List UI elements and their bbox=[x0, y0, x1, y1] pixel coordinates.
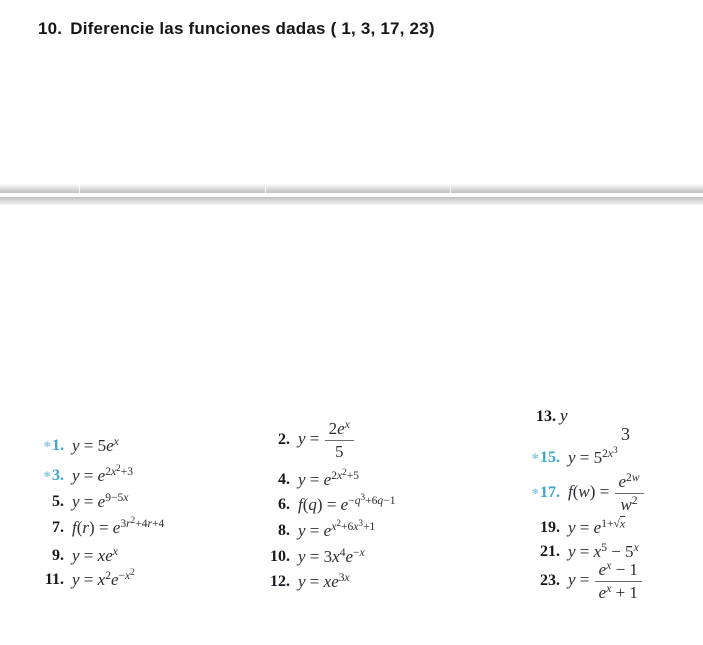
fraction: $\frac{e^x - 1}{e^x + 1}$ bbox=[595, 560, 642, 602]
exercise-formula: $f(r) = e^{3r^2+4r+4}$ bbox=[72, 515, 165, 537]
exercise-number: 10. bbox=[270, 548, 290, 565]
exercise-number: 11. bbox=[44, 571, 64, 588]
clipped-text: 13. y bbox=[536, 406, 568, 425]
exercise-formula: $y = e^{2x^2+3}$ bbox=[72, 463, 134, 485]
exercise-item-2 bbox=[262, 416, 478, 464]
exercise-number: 21. bbox=[540, 543, 560, 560]
exercise-item-17 bbox=[524, 470, 703, 516]
page-divider bbox=[0, 184, 703, 205]
exercise-number: 12. bbox=[270, 573, 290, 590]
exercise-formula: $y = x^2e^{-x^2}$ bbox=[72, 567, 135, 589]
exercise-column-right bbox=[524, 406, 703, 604]
exercise-item-1 bbox=[36, 434, 260, 458]
exercise-formula: $y = xe^{3x}$ bbox=[298, 571, 350, 591]
divider-tick bbox=[79, 184, 80, 193]
exercise-column-middle bbox=[262, 416, 478, 594]
exercise-item-19 bbox=[524, 516, 703, 540]
exercise-number: * 17. bbox=[531, 484, 560, 502]
instruction-number: 10. bbox=[38, 19, 63, 38]
exercise-number: 2. bbox=[278, 431, 290, 448]
exercise-formula: $y = e^{9-5x}$ bbox=[72, 491, 129, 511]
exercise-item-15 bbox=[524, 446, 703, 470]
exercise-formula: $y = x^5 - 5^x$ bbox=[568, 541, 639, 561]
exercise-number: 5. bbox=[52, 493, 64, 510]
exercise-number: 7. bbox=[52, 519, 64, 536]
radical-sign: √ bbox=[613, 517, 620, 531]
exercise-item-3 bbox=[36, 464, 260, 488]
exercise-item-11 bbox=[36, 568, 260, 592]
exercise-number: 19. bbox=[540, 519, 560, 536]
exercise-item-13-clipped bbox=[524, 406, 703, 444]
exercise-formula: $y = e^{x^2+6x^3+1}$ bbox=[298, 518, 376, 540]
asterisk-icon: * bbox=[531, 451, 539, 467]
exercise-formula: $y = e^{2x^2+5}$ bbox=[298, 467, 360, 489]
exercise-item-8 bbox=[262, 519, 478, 543]
exercise-formula: $y = 5e^x$ bbox=[72, 435, 119, 455]
asterisk-icon: * bbox=[43, 469, 51, 485]
exercise-item-7 bbox=[36, 516, 260, 540]
exercise-number: 6. bbox=[278, 496, 290, 513]
exercise-number: 8. bbox=[278, 522, 290, 539]
exercise-number: * 3. bbox=[43, 467, 64, 485]
page-shadow-bottom bbox=[0, 197, 703, 205]
exercise-column-left bbox=[36, 434, 260, 592]
exercise-item-4 bbox=[262, 468, 478, 492]
exercise-item-23 bbox=[524, 558, 703, 604]
exercise-formula: $y = xe^x$ bbox=[72, 545, 118, 565]
exercise-item-6 bbox=[262, 493, 478, 517]
fraction: $\frac{e^{2w}}{w^2}$ bbox=[615, 472, 644, 514]
exercise-item-12 bbox=[262, 570, 478, 594]
exercise-formula: y = $\frac{2e^x}{5}$ bbox=[298, 419, 355, 461]
exercise-formula: $y = 5^{2x^3}$ bbox=[568, 445, 618, 467]
asterisk-icon: * bbox=[531, 486, 539, 502]
exercise-number: 4. bbox=[278, 471, 290, 488]
clipped-exponent: 3 bbox=[621, 424, 630, 444]
exercise-formula: f(w) = $\frac{e^{2w}}{w^2}$ bbox=[568, 472, 645, 514]
exercise-item-10 bbox=[262, 545, 478, 569]
exercise-item-9 bbox=[36, 544, 260, 568]
instruction-text: Diferencie las funciones dadas ( 1, 3, 17, 23) bbox=[70, 19, 435, 38]
divider-tick bbox=[450, 184, 451, 193]
divider-tick bbox=[265, 184, 266, 193]
exercise-formula: $f(q) = e^{-q^3+6q-1}$ bbox=[298, 492, 396, 514]
exercise-number: * 1. bbox=[43, 437, 64, 455]
exercise-formula: $y = 3x^4e^{-x}$ bbox=[298, 546, 365, 566]
exercise-number: 23. bbox=[540, 572, 560, 589]
exercise-number: 9. bbox=[52, 547, 64, 564]
fraction: $\frac{2e^x}{5}$ bbox=[325, 419, 354, 461]
exercise-formula: $y = e^{1+√x}$ bbox=[568, 517, 625, 537]
exercise-number: * 15. bbox=[531, 449, 560, 467]
page-shadow-top bbox=[0, 184, 703, 193]
exercise-instruction bbox=[38, 19, 435, 39]
exercise-item-5 bbox=[36, 490, 260, 514]
asterisk-icon: * bbox=[43, 439, 51, 455]
exercise-formula: y = $\frac{e^x - 1}{e^x + 1}$ bbox=[568, 560, 643, 602]
